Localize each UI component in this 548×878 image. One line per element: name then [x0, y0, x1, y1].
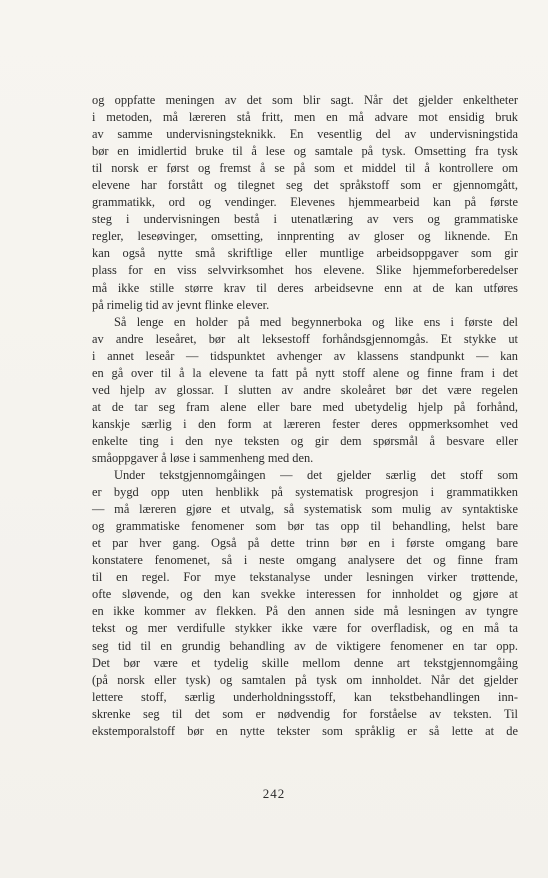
text-line: et par hver gang. Også på dette trinn bør en i første omgang bare	[92, 536, 518, 551]
text-line: kan også nytte små skriftlige eller muntlige arbeidsoppgaver som gir	[92, 246, 518, 261]
text-line: tekst og mer verdifulle stykker ikke være for overfladisk, og en må ta	[92, 621, 518, 636]
paragraph-end-line: på rimelig tid av jevnt flinke elever.	[92, 297, 270, 312]
text-line: i metoden, må læreren stå fritt, men en må advare mot ensidig bruk	[92, 110, 518, 125]
text-line: og grammatiske fenomener som bør tas opp til behandling, helst bare	[92, 519, 518, 534]
text-line: kanskje særlig i den form at læreren fester deres oppmerksomhet ved	[92, 416, 518, 431]
paragraph-end-line: småoppgaver å løse i sammenheng med den.	[92, 450, 314, 465]
text-line: ekstemporalstoff bør en nytte tekster som språklig er så lette at de	[92, 723, 518, 738]
text-line: enkelte ting i den nye teksten og gir dem spørsmål å besvare eller	[92, 433, 518, 448]
text-line: skrenke seg til det som er nødvendig for forståelse av teksten. Til	[92, 706, 518, 721]
text-line: konstatere fenomenet, så i neste omgang analysere det og finne fram	[92, 553, 518, 568]
text-line: en gå over til å la elevene ta fatt på nytt stoff alene og finne fram i det	[92, 365, 518, 380]
body-text	[92, 92, 518, 740]
text-line: må ikke stille større krav til deres arbeidsevne enn at de kan utføres	[92, 280, 518, 295]
text-line: og oppfatte meningen av det som blir sagt. Når det gjelder enkeltheter	[92, 93, 518, 107]
text-line: til norsk er først og fremst å se på som et middel til å kontrollere om	[92, 161, 518, 176]
text-line: elevene har forstått og tilegnet seg det språkstoff som er gjennomgått,	[92, 178, 518, 193]
text-line: en ikke kommer av flekken. På den annen side må lesningen av tyngre	[92, 604, 518, 619]
text-line: av samme undervisningsteknikk. En vesentlig del av undervisningstida	[92, 127, 518, 142]
text-line: til en regel. For mye tekstanalyse under lesningen virker trøttende,	[92, 570, 518, 585]
text-line: plass for en viss selvvirksomhet hos elevene. Slike hjemmeforberedelser	[92, 263, 518, 278]
text-line: regler, leseøvinger, omsetting, innprenting av gloser og liknende. En	[92, 229, 518, 244]
text-line: er bygd opp uten henblikk på systematisk progresjon i grammatikken	[92, 485, 518, 500]
text-line: at de tar seg fram alene eller bare med ubetydelig hjelp på forhånd,	[92, 399, 518, 414]
text-line: Det bør være et tydelig skille mellom denne art tekstgjennomgåing	[92, 655, 518, 670]
text-line: av andre leseåret, bør alt leksestoff forhåndsgjennomgås. Et stykke ut	[92, 331, 518, 346]
paragraph-start-line: Så lenge en holder på med begynnerboka og like ens i første del	[114, 314, 518, 329]
text-line: grammatikk, ord og vendinger. Elevenes hjemmearbeid kan på første	[92, 195, 518, 210]
text-line: — må læreren gjøre et utvalg, så systematisk som mulig av syntaktiske	[92, 502, 518, 517]
text-line: steg i undervisningen bestå i utenatlæring av vers og grammatiske	[92, 212, 518, 227]
text-line: seg tid til en grundig behandling av de viktigere fenomener en tar opp.	[92, 638, 518, 653]
text-line: ved hjelp av glossar. I slutten av andre skoleåret bør det være regelen	[92, 382, 518, 397]
text-line: ofte sløvende, og den kan svekke interessen for innholdet og gjøre at	[92, 587, 518, 602]
paragraph-start-line: Under tekstgjennomgåingen — det gjelder særlig det stoff som	[114, 468, 518, 483]
text-line: lettere stoff, særlig underholdningsstoff, kan tekstbehandlingen inn-	[92, 689, 518, 704]
text-line: (på norsk eller tysk) og samtalen på tysk om innholdet. Når det gjelder	[92, 672, 518, 687]
text-line: i annet leseår — tidspunktet avhenger av klassens standpunkt — kan	[92, 348, 518, 363]
page-number: 242	[262, 786, 286, 801]
text-line: bør en imidlertid bruke til å lese og samtale på tysk. Omsetting fra tysk	[92, 144, 518, 159]
